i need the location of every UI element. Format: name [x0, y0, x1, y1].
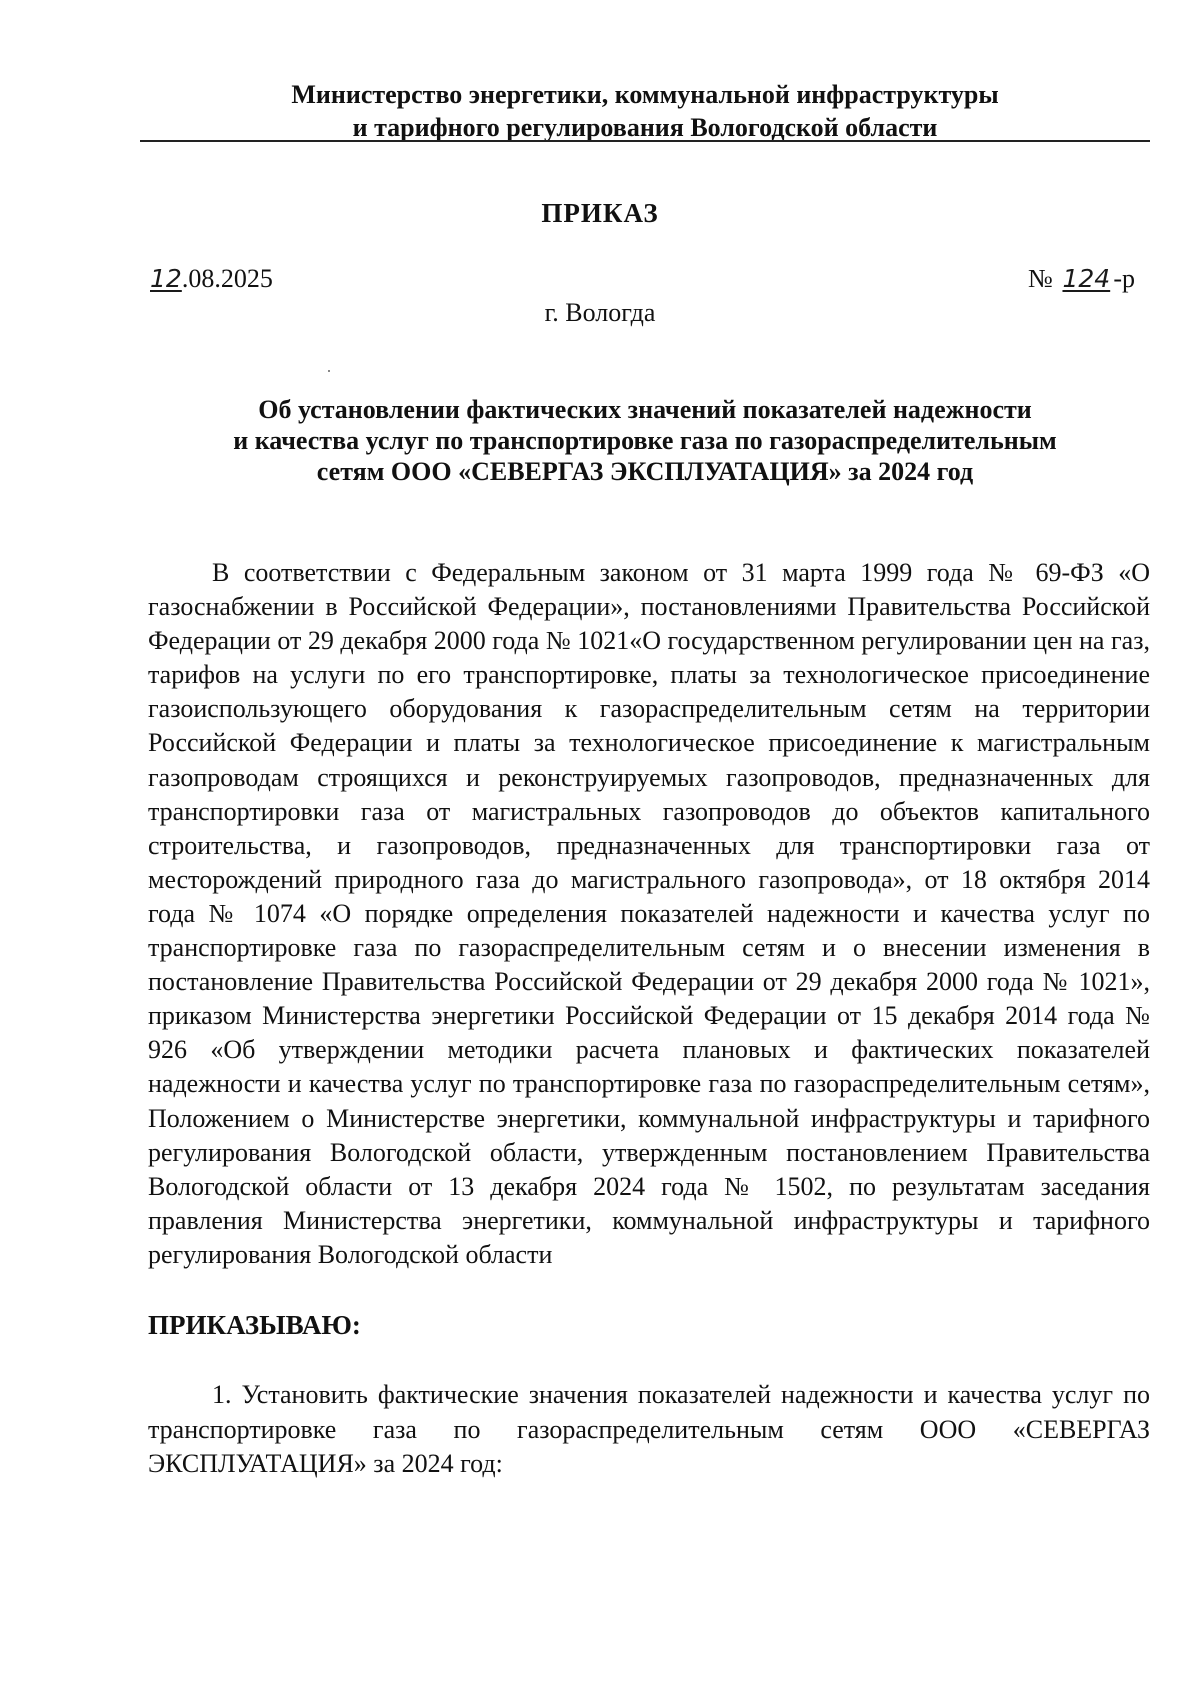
document-type-title: ПРИКАЗ: [541, 198, 659, 228]
header-divider: [140, 140, 1150, 142]
handwritten-day: 12: [150, 264, 182, 293]
order-number: [1028, 264, 1135, 294]
subject-line-1: Об установлении фактических значений показателей надежности: [258, 395, 1032, 424]
order-city: г. Вологда: [544, 298, 656, 327]
date-month-year: .08.2025: [181, 264, 273, 293]
order-date: [150, 264, 273, 294]
order-subject: [140, 394, 1150, 487]
order-item-1: 1. Установить фактические значения показателей надежности и качества услуг по транспортировке газа по газораспределительным сетям ООО «СЕВЕРГАЗ ЭКСПЛУАТАЦИЯ» за 2024 год:: [148, 1380, 1150, 1478]
scan-speck: [328, 370, 330, 372]
ministry-line-2: и тарифного регулирования Вологодской области: [352, 113, 938, 142]
decree-word: ПРИКАЗЫВАЮ:: [148, 1310, 361, 1340]
preamble-paragraph: В соответствии с Федеральным законом от 31 марта 1999 года № 69-ФЗ «О газоснабжении в Российской Федерации», постановлениями Правительства Российской Федерации от 29 декабря 2000 года № 1021«О государственном регулировании цен на газ, тарифов на услуги по его транспортировке, платы за технологическое присоединение газоиспользующего оборудования к газораспределительным сетям на территории Российской Федерации и платы за технологическое присоединение к магистральным газопроводам строящихся и реконструируемых газопроводов, предназначенных для транспортировки газа от магистральных газопроводов до объектов капитального строительства, и газопроводов, предназначенных для транспортировки газа от месторождений природного газа до магистрального газопровода», от 18 октября 2014 года № 1074 «О порядке определения показателей надежности и качества услуг по транспортировке газа по газораспределительным сетям и о внесении изменения в постановление Правительства Российской Федерации от 29 декабря 2000 года № 1021», приказом Министерства энергетики Российской Федерации от 15 декабря 2014 года № 926 «Об утверждении методики расчета плановых и фактических показателей надежности и качества услуг по транспортировке газа по газораспределительным сетям», Положением о Министерстве энергетики, коммунальной инфраструктуры и тарифного регулирования Вологодской области, утвержденным постановлением Правительства Вологодской области от 13 декабря 2024 года № 1502, по результатам заседания правления Министерства энергетики, коммунальной инфраструктуры и тарифного регулирования Вологодской области: [148, 558, 1150, 1269]
ministry-line-1: Министерство энергетики, коммунальной инфраструктуры: [291, 80, 999, 109]
subject-line-2: и качества услуг по транспортировке газа по газораспределительным: [233, 426, 1057, 455]
number-suffix: -р: [1113, 264, 1135, 293]
subject-line-3: сетям ООО «СЕВЕРГАЗ ЭКСПЛУАТАЦИЯ» за 2024 год: [316, 457, 974, 486]
ministry-header: [140, 78, 1150, 144]
handwritten-number: 124: [1062, 264, 1111, 293]
number-sign: №: [1028, 264, 1053, 293]
